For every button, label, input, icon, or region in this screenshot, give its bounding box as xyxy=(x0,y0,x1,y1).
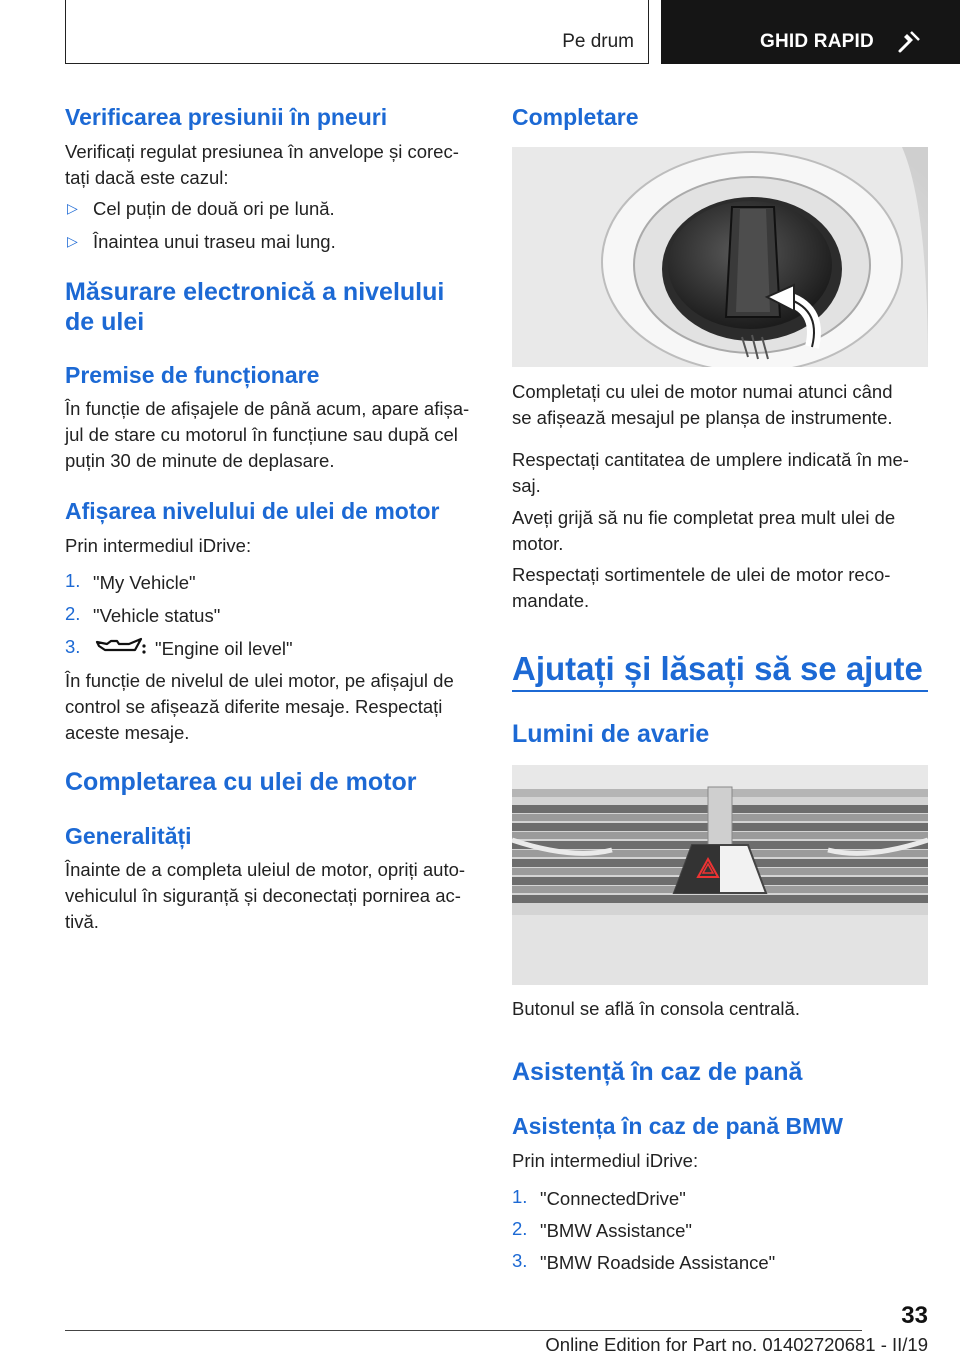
complete-heading: Completare xyxy=(512,104,639,130)
step-number: 3. xyxy=(512,1250,528,1271)
oil-measure-heading-1: Măsurare electronică a nivelului xyxy=(65,278,445,306)
oil-refill-heading: Completarea cu ulei de motor xyxy=(65,768,417,796)
premise-text-2: jul de stare cu motorul în funcțiune sau după cel xyxy=(65,424,458,445)
tire-pressure-text-2: tați dacă este cazul: xyxy=(65,167,229,188)
general-text-2: vehiculul în siguranță și deconectați pornirea ac- xyxy=(65,885,461,906)
step-number: 3. xyxy=(65,636,81,657)
help-heading: Ajutați și lăsați să se ajute xyxy=(512,650,923,687)
complete-text-3a: Aveți grijă să nu fie completat prea mult ulei de xyxy=(512,507,896,528)
complete-text-3b: motor. xyxy=(512,533,564,554)
bmw-step-2: "BMW Assistance" xyxy=(540,1220,692,1241)
hazard-text: Butonul se află în consola centrală. xyxy=(512,998,800,1019)
complete-text-2b: saj. xyxy=(512,475,541,496)
header-guide-label: GHID RAPID xyxy=(760,31,874,52)
bmw-step-1: "ConnectedDrive" xyxy=(540,1188,686,1209)
complete-text-4b: mandate. xyxy=(512,590,590,611)
premise-text-3: puțin 30 de minute de deplasare. xyxy=(65,450,335,471)
general-text-1: Înainte de a completa uleiul de motor, opriți auto- xyxy=(65,859,466,880)
oil-filler-cap-image xyxy=(512,147,928,367)
premise-text-1: În funcție de afișajele de până acum, apare afișa- xyxy=(65,398,470,419)
header-section-label: Pe drum xyxy=(562,31,634,52)
oil-step-1: "My Vehicle" xyxy=(93,572,196,593)
bmw-intro: Prin intermediul iDrive: xyxy=(512,1150,699,1171)
oil-display-text-3: aceste mesaje. xyxy=(65,722,190,743)
step-number: 2. xyxy=(65,603,81,624)
tire-item-2: Înaintea unui traseu mai lung. xyxy=(93,231,336,252)
step-number: 1. xyxy=(65,570,81,591)
oil-display-text-1: În funcție de nivelul de ulei motor, pe afișajul de xyxy=(65,670,454,691)
bmw-step-3: "BMW Roadside Assistance" xyxy=(540,1252,776,1273)
complete-text-4a: Respectați sortimentele de ulei de motor reco- xyxy=(512,564,891,585)
footer-edition: Online Edition for Part no. 01402720681 - II/19 xyxy=(545,1334,928,1355)
complete-text-1a: Completați cu ulei de motor numai atunci când xyxy=(512,381,893,402)
page-number: 33 xyxy=(901,1302,928,1329)
header-guide-tab[interactable] xyxy=(661,0,960,64)
hazard-button-image xyxy=(512,765,928,985)
oil-step-3: "Engine oil level" xyxy=(155,638,293,659)
complete-text-1b: se afișează mesajul pe planșa de instrumente. xyxy=(512,407,893,428)
tire-pressure-heading: Verificarea presiunii în pneuri xyxy=(65,104,388,130)
oil-step-2: "Vehicle status" xyxy=(93,605,221,626)
premise-heading: Premise de funcționare xyxy=(65,362,320,388)
oil-measure-heading-2: de ulei xyxy=(65,308,145,336)
oil-display-heading: Afișarea nivelului de ulei de motor xyxy=(65,498,440,524)
oil-display-intro: Prin intermediul iDrive: xyxy=(65,535,252,556)
tire-pressure-text-1: Verificați regulat presiunea în anvelope și corec- xyxy=(65,141,459,162)
complete-text-2a: Respectați cantitatea de umplere indicată în me- xyxy=(512,449,909,470)
oil-can-icon xyxy=(95,636,147,658)
tire-item-1: Cel puțin de două ori pe lună. xyxy=(93,198,335,219)
help-heading-rule xyxy=(512,690,928,692)
breakdown-heading: Asistență în caz de pană xyxy=(512,1058,803,1086)
general-heading: Generalități xyxy=(65,823,192,849)
hazard-heading: Lumini de avarie xyxy=(512,720,710,748)
lightning-wrench-icon xyxy=(897,28,923,54)
triangle-bullet-icon: ▷ xyxy=(67,233,78,249)
step-number: 2. xyxy=(512,1218,528,1239)
bmw-breakdown-heading: Asistența în caz de pană BMW xyxy=(512,1113,844,1139)
step-number: 1. xyxy=(512,1186,528,1207)
oil-display-text-2: control se afișează diferite mesaje. Respectați xyxy=(65,696,443,717)
footer-rule xyxy=(65,1330,862,1331)
general-text-3: tivă. xyxy=(65,911,99,932)
triangle-bullet-icon: ▷ xyxy=(67,200,78,216)
header-section-box xyxy=(65,0,649,64)
